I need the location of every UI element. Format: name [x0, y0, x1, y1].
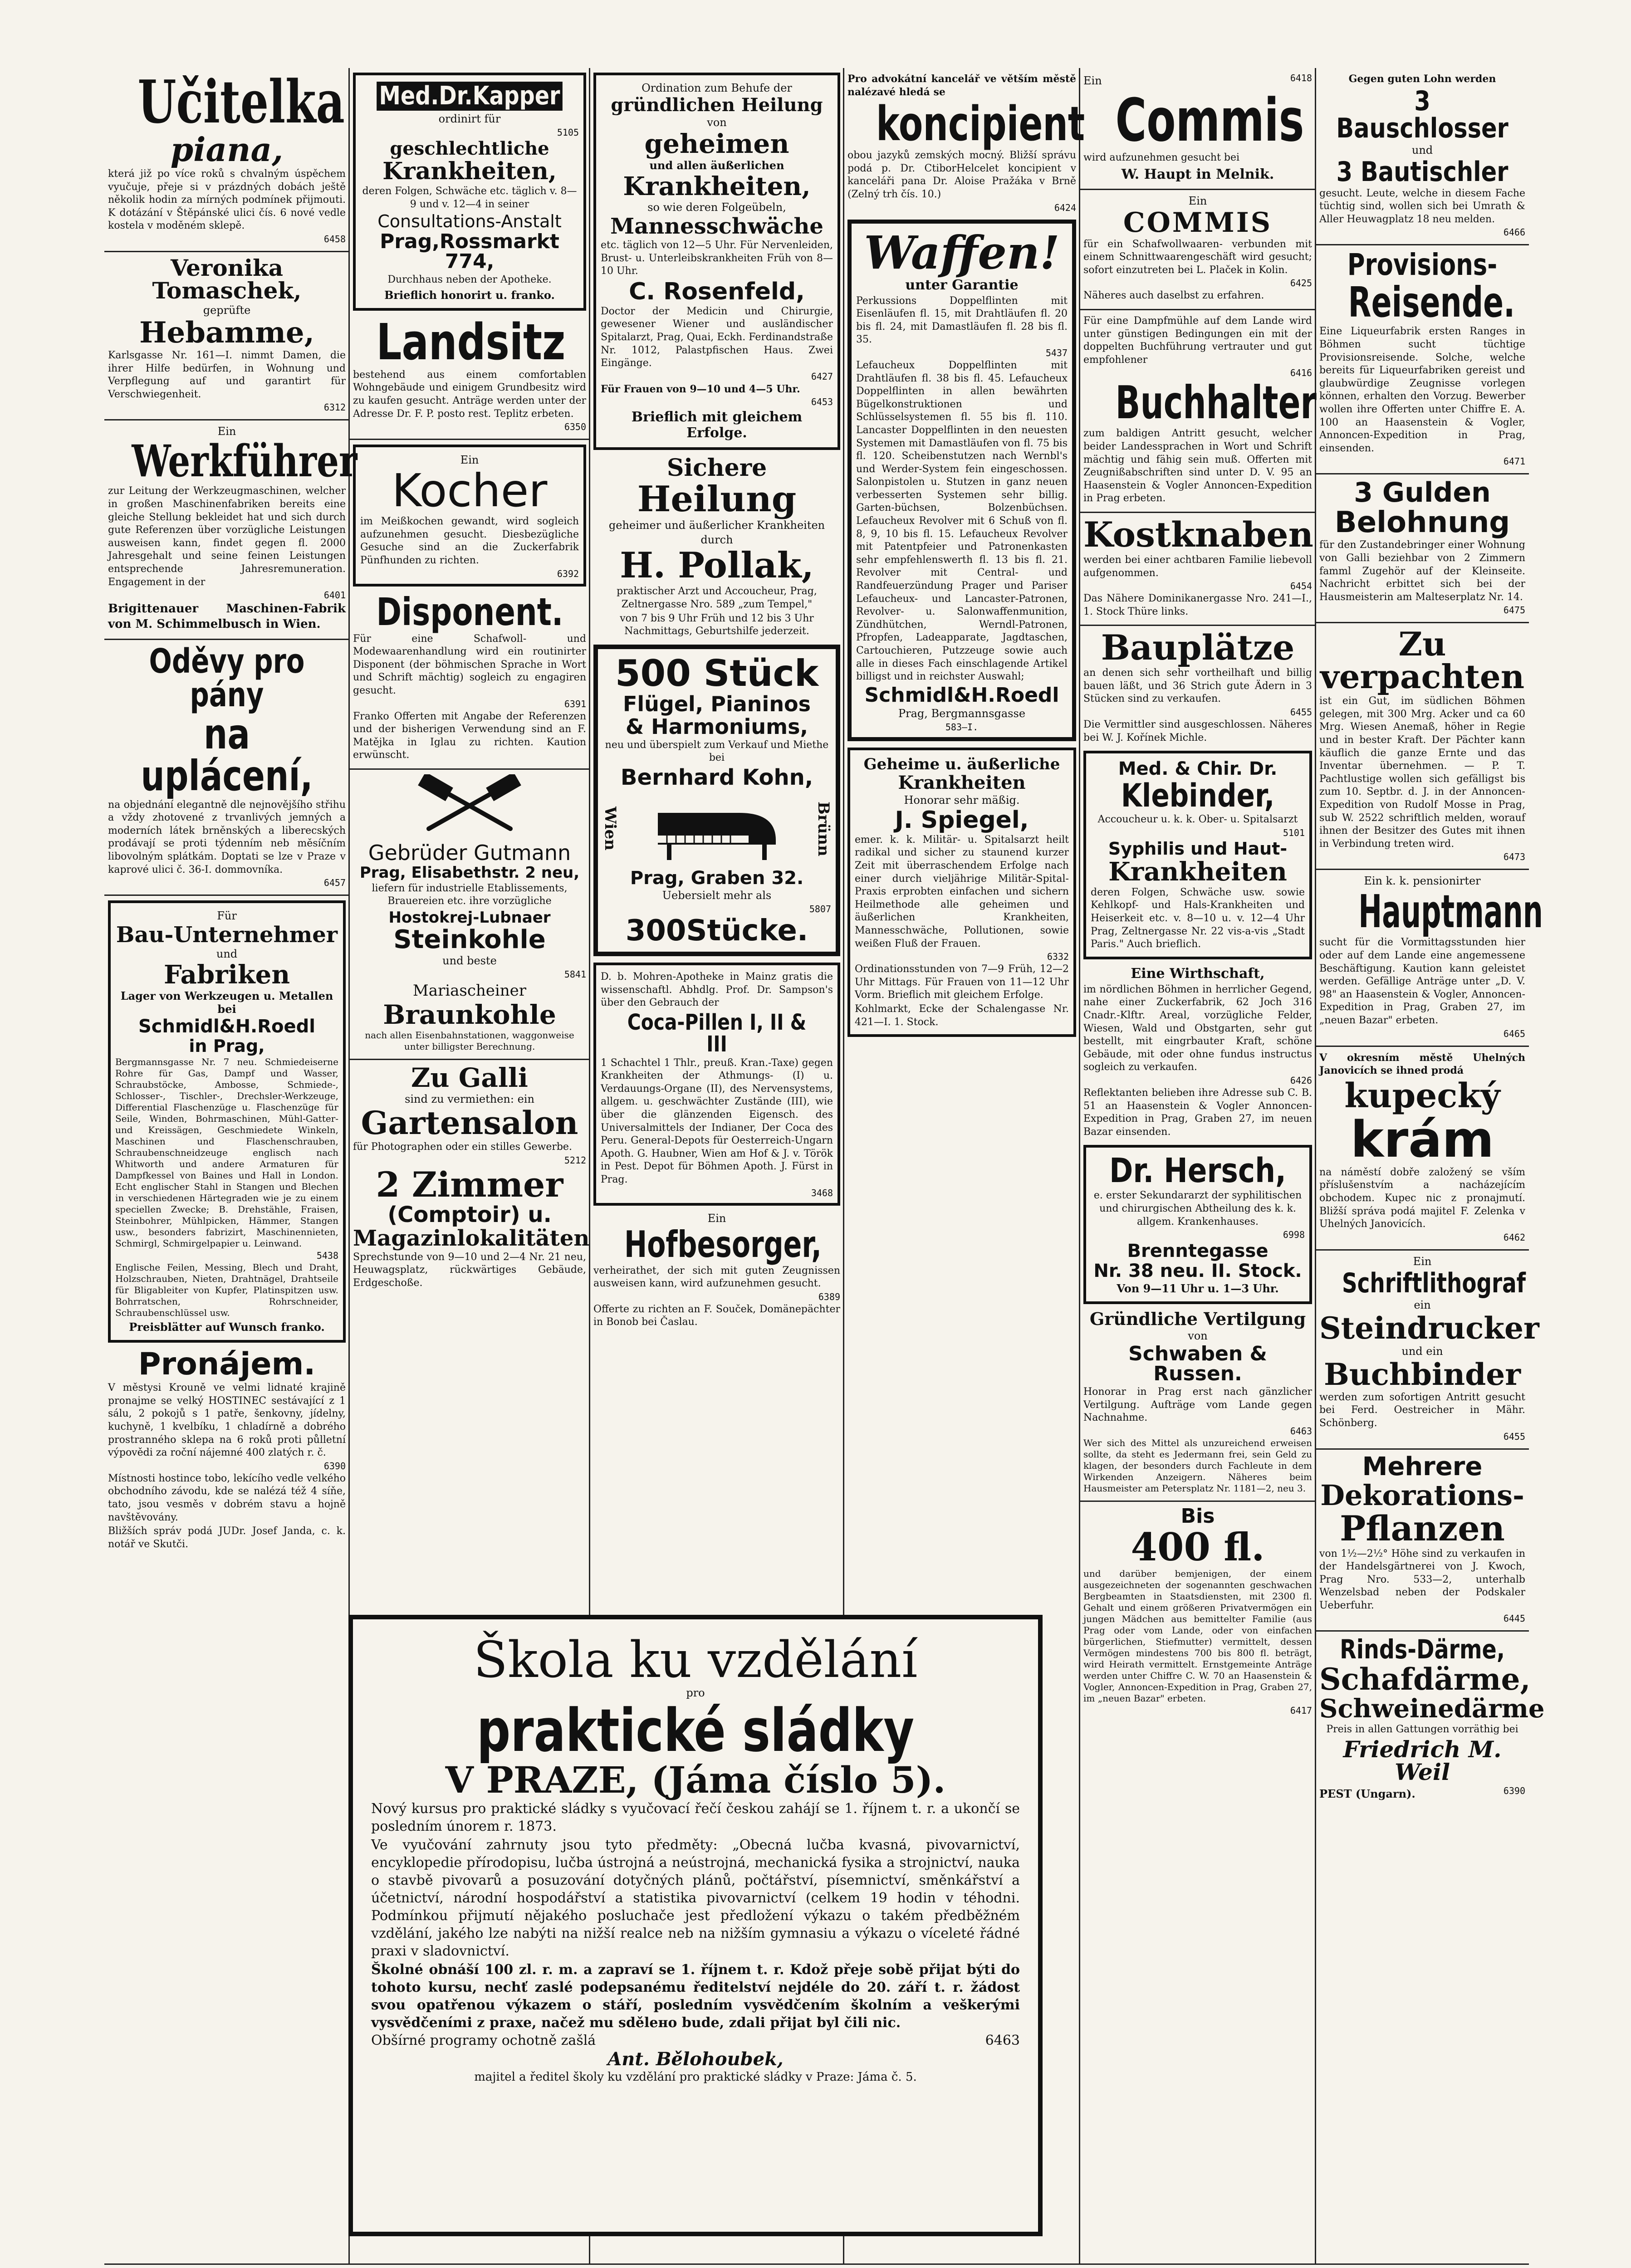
ad-pre: Ein: [1188, 194, 1207, 207]
ad-title: Med.Dr.Kapper: [377, 82, 563, 111]
ad-title-3: H. Pollak,: [620, 545, 814, 587]
ad-title-4: (Comptoir) u.: [387, 1202, 552, 1227]
ad-title-2: Steindrucker: [1319, 1310, 1539, 1346]
ad-title: Buchhalter: [1115, 376, 1317, 430]
ad-firm: Bernhard Kohn,: [620, 764, 813, 790]
ad-title: Sichere: [666, 454, 767, 482]
ad-title: Gründliche Vertilgung: [1089, 1309, 1306, 1330]
ad-line: Ordination zum Behufe der: [642, 82, 792, 94]
imprint-footer: [104, 2263, 1529, 2268]
ad-disponent: [353, 589, 586, 762]
ad-and: und: [216, 948, 238, 961]
ad-title: Provisions-: [1347, 247, 1498, 283]
ad-commis: [1083, 73, 1312, 182]
ad-title-2: Gartensalon: [361, 1104, 578, 1142]
ad-spiegel: [847, 748, 1076, 1037]
ad-title-2: Krankheiten,: [382, 157, 557, 185]
ad-number: 6473: [1503, 851, 1525, 863]
ad-title-2: Heilung: [637, 479, 797, 520]
ad-hersch: [1083, 1145, 1312, 1304]
ad-title-2: na uplácení,: [141, 709, 313, 800]
ad-bauschlosser: [1319, 73, 1525, 238]
ad-text: Eine Liqueurfabrik ersten Ranges in Böhmen sucht tüchtige Provisionsreisende. Solche, welche bereits für Liqueurfabriken gereist und glaubwürdige Zeugnisse vorlegen können, erhalten den Vorzug. Bewerber wollen ihre Offerten unter Chiffre E. A. 100 an Haasenstein & Vogler, Annoncen-Expedition in Prag, einsenden.: [1319, 326, 1525, 454]
ad-number: 6416: [1290, 367, 1312, 379]
ad-text: praktischer Arzt und Accoucheur, Prag, Zeltnergasse Nro. 589 „zum Tempel,": [617, 586, 817, 610]
ad-line: Honorar sehr mäßig.: [904, 793, 1020, 807]
ad-text: na objednání elegantně dle nejnovějšího střihu a vždy zhotovené z trvanlivých jemných a moderních látek brněnských a liberecských prodávají se proti týdenním neb měsíčním libovolným splátkám. Doptati se lze v Praze v kaprové ulici č. 36-I. dommovníka.: [108, 799, 346, 875]
ad-text: emer. k. k. Militär- u. Spitalsarzt heilt radikal und sicher zu staunend kurzer Zeit mit überraschendem Erfolge nach einer durch vieljährige Militär-Spital-Praxis erprobten einfachen und sichern Heilmethode alle geheimen und äußerlichen Krankheiten, Mannesschwäche, Pollutionen, sowie weißen Fluß der Frauen.: [855, 834, 1069, 949]
ad-dekorations: [1319, 1454, 1525, 1624]
ad-title-2: Brenntegasse: [1127, 1241, 1269, 1262]
ad-and: und beste: [442, 954, 497, 968]
school-title-2: praktické sládky: [476, 1696, 915, 1765]
ad-kohn: [593, 645, 840, 956]
ad-firm: Schmidl&H.Roedl: [138, 1016, 316, 1037]
ad-text-2: Doctor der Medicin und Chirurgie, gewesener Wiener und ausländischer Spitalarzt, Prag, Quai, Eckh. Ferdinandstraße Nr. 1012, Palastpfischen Haus. Zwei Eingänge.: [601, 305, 833, 369]
ad-number: 6425: [1290, 278, 1312, 289]
ad-text: etc. täglich von 12—5 Uhr. Für Nervenleiden, Brust- u. Unterleibskrankheiten Früh von 8—10 Uhr.: [601, 240, 833, 277]
ad-title: Schriftlithograf: [1342, 1267, 1526, 1299]
ad-address: Prag, Elisabethstr. 2 neu,: [359, 863, 580, 882]
ad-schmidl-bau: [108, 900, 346, 1343]
ad-title: Bauplätze: [1101, 627, 1295, 668]
ad-kocher: [353, 445, 586, 586]
ad-number: 6401: [323, 590, 346, 601]
ad-text: V městysi Krouně ve velmi lidnaté krajině pronajme se velký HOSTINEC sestávající z 1 sálu, 2 pokojů s 1 patře, šenkovny, jídelny, kuchyně, 1 kvelbíku, 1 chladírně a dobrého prostranného sklepa na 6 roků proti půlletní výpovědi za roční nájemné 400 zlatých r. č.: [108, 1382, 346, 1459]
ad-title-2: 3 Bautischler: [1336, 156, 1509, 188]
ad-title: Disponent.: [376, 589, 563, 634]
ad-text: werden bei einer achtbaren Familie liebevoll aufgenommen.: [1083, 554, 1312, 579]
ad-wirthschaft: [1083, 966, 1312, 1139]
ad-belohnung: [1319, 479, 1525, 616]
ad-text: Karlsgasse Nr. 161—I. nimmt Damen, die ihrer Hilfe bedürfen, in Wohnung und Verpflegung auf und garantirt für Verschwiegenheit.: [108, 349, 346, 400]
ad-text: bestehend aus einem comfortablen Wohngebäude und einigem Grundbesitz wird zu kaufen gesucht. Anträge werden unter der Adresse Dr. F. P. posto rest. Teplitz erbeten.: [353, 369, 586, 420]
ad-number: 5212: [564, 1154, 586, 1166]
ad-text-2: na náměstí dobře založený se vším příslušenstvím a nacházejícím obchodem. Kupec nic z pronajmutí. Bližší správa podá majitel F. Zelenka v Uhelných Janovicích.: [1319, 1166, 1525, 1230]
ad-commis-2: [1083, 195, 1312, 303]
ad-text-2: Von 9—11 Uhr u. 1—3 Uhr.: [1117, 1282, 1279, 1295]
ad-text: im Meißkochen gewandt, wird sogleich aufzunehmen gesucht. Diesbezügliche Gesuche sind an die Zuckerfabrik Pünfhunden zu richten.: [360, 516, 579, 566]
ad-text-2: Wer sich des Mittel als unzureichend erweisen sollte, da steht es Jedermann frei, sein Geld zu klagen, der besonders durch Fachleute in dem Wirkenden Anzeigern. Näheres beim Hausmeister am Petersplatz Nr. 1181—2, neu 3.: [1083, 1437, 1312, 1494]
ad-line: von: [1188, 1330, 1208, 1343]
ad-number: 6475: [1503, 605, 1525, 616]
ad-title-2: geheimen: [644, 128, 789, 159]
ad-title: 500 Stück: [615, 652, 819, 694]
ad-line: Lager von Werkzeugen u. Metallen bei: [120, 989, 333, 1016]
ad-firm: Gebrüder Gutmann: [368, 840, 571, 865]
ad-rosenfeld: [593, 73, 840, 450]
ad-kram: [1319, 1051, 1525, 1243]
ad-title-2: Schafdärme,: [1319, 1662, 1531, 1697]
ad-text: neu und überspielt zum Verkauf und Miethe bei: [605, 739, 829, 764]
ad-text-2: zum baldigen Antritt gesucht, welcher beider Landessprachen in Wort und Schrift mächtig und fähig sein muß. Offerten mit Zeugnißabschriften sind unter D. V. 95 an Haasenstein & Vogler Annoncen-Expedition in Prag erbeten.: [1083, 428, 1312, 504]
ad-and: und: [1411, 143, 1433, 156]
ad-number: 5437: [1045, 347, 1068, 358]
ad-bis-400: [1083, 1506, 1312, 1716]
school-body-3: Obšírné programy ochotně zašlá: [371, 2033, 596, 2048]
ad-text: e. erster Sekundararzt der syphilitischen und chirurgischen Abtheilung des k. k. allgem. Krankenhauses.: [1093, 1190, 1302, 1227]
ad-text-2: Englische Feilen, Messing, Blech und Draht, Holzschrauben, Nieten, Drahtnägel, Drahtseile für Bligableiter von Kupfer, Platinspitzen usw. Bohrratschen, Rohrschneider, Schraubenschlüssel usw.: [115, 1262, 338, 1319]
ad-title-3: Pflanzen: [1340, 1508, 1505, 1549]
school-signer: Ant. Bělohoubek,: [607, 2048, 784, 2070]
ad-product: Hostokrej-Lubnaer: [388, 909, 551, 927]
ad-title: gründlichen Heilung: [611, 94, 823, 116]
ad-text: Bergmannsgasse Nr. 7 neu. Schmiedeiserne Rohre für Gas, Dampf und Wasser, Schraubstöcke, Ambosse, Schmiede-, Schlosser-, Tischler-, Drechsler-Werkzeuge, Differential Flaschenzüge u. Flaschenzüge für Seile, Winden, Bohrmaschinen, Mühl-Gatter- und Kreissägen, Geschmiedete Winkeln, Maschinen und Flaschenschrauben, Schraubenschneidzeuge englisch nach Whitworth und andere Armaturen für Dampfkessel von Baines und Hall in London. Echt englischer Stahl in Stangen und Blechen in verschiedenen Härtegraden wie je zu einem speciellen Zwecke; B. Drehstähle, Fraisen, Steinbohrer, Mühlpicken, Hämmer, Stangen usw., besonders fabrizirt, Maschinennieten, Schmirgl, Schmirgelpapier u. Leinwand.: [115, 1056, 338, 1249]
ad-line-3: und allen äußerlichen: [649, 159, 784, 172]
ad-address: Prag, Graben 32.: [630, 867, 804, 889]
ad-weil: [1319, 1634, 1545, 1802]
ad-title-2: 400 fl.: [1131, 1524, 1265, 1569]
ad-text-2: Offerte zu richten an F. Souček, Domänepächter in Bonob bei Časlau.: [593, 1303, 840, 1328]
school-body: Ve vyučování zahrnuty jsou tyto předměty: „Obecná lučba kvasná, pivovarnictví, encyklopedie přírodopisu, lučba ústrojná a neústrojná, mechanická fysika a strojnictví, nauka o stavbě pivovarů a posuzování dotyčných plánů, počtářství, písemnictví, směnkářství a účetnictví, národní hospodářství a statistika pivovarnictví (celkem 19 hodin v téhodni. Podmínkou přijmutí nějakého posluchače jest předložení výkazu o takém předběžném vzdělání, jakého lze nabýti na nižší realce neb na nižším gymnasiu a výkazu o víceleté řádné praxi v sladovnictví.: [371, 1837, 1020, 1959]
ad-line: unter Garantie: [905, 277, 1019, 293]
ad-text: Für eine Schafwoll- und Modewaarenhandlung wird ein routinirter Disponent (der böhmischen Sprache in Wort und Schrift mächtig) sogleich zu engagiren gesucht.: [353, 633, 586, 696]
ad-galli: [353, 1062, 590, 1290]
ad-pre: Ein: [1083, 74, 1102, 87]
column-4: [844, 68, 1085, 1043]
ad-text: im nördlichen Böhmen in herrlicher Gegend, nahe einer Zuckerfabrik, 62 Joch 316 Cnadr.-Klftr. Areal, vorzügliche Felder, Wiesen, Wald und Obstgarten, sehr gut bestellt, mit eingrbauter Kraft, schöne Gebäude, mit oder ohne fundus instructus sogleich zu verkaufen.: [1083, 983, 1312, 1073]
ad-line: Flügel, Pianinos: [622, 691, 811, 716]
ad-institute: Consultations-Anstalt: [377, 211, 562, 232]
ad-title: 3 Gulden: [1354, 477, 1491, 509]
ad-text-2: Lefaucheux Doppelflinten mit Drahtläufen fl. 38 bis fl. 45. Lefaucheux Doppelflinten in allen bewährten Bügelkonstruktionen und Schlüsselsystemen fl. 55 bis fl. 110. Lancaster Doppelflinten in den neuesten Systemen mit Damastläufen von fl. 75 bis fl. 120. Scheibenstutzen nach Wernbl's und Werder-System fein eingeschossen. Salonpistolen u. Stutzen in ganz neuen verbesserten Systemen sehr billig. Garten-büchsen, Bolzenbüchsen. Lefaucheux Revolver mit 6 Schuß von fl. 8, 9, 10 bis fl. 15. Lefaucheux Revolver mit Patentpfeier und Patronenkasten sehr empfehlenswerth fl. 13 bis fl. 21. Revolver mit Central- und Randfeuerzündung Prager und Pariser Lefaucheux- und Lancaster-Patronen, Revolver- u. Salonwaffenmunition, Zündhütchen, Werndl-Patronen, Pfropfen, Ladeapparate, Jagdtaschen, Cartouchieren, Putzzeuge sowie auch alle in dieses Fach einschlagende Artikel billigst und in reichster Auswahl;: [856, 359, 1068, 683]
ad-pre: Ein: [707, 1212, 726, 1225]
ad-and-2: und ein: [1401, 1344, 1443, 1358]
ad-number: 6389: [818, 1291, 840, 1302]
ad-lithograf: [1319, 1255, 1539, 1442]
ad-title: Landsitz: [376, 313, 566, 371]
crossed-hammers-icon: [411, 774, 529, 838]
ad-text: gesucht. Leute, welche in diesem Fache tüchtig sind, wollen sich bei Umrath & Aller Heuwagplatz 18 neu melden.: [1319, 187, 1525, 225]
ad-line-2: durch: [700, 533, 733, 547]
ad-text: und darüber bemjenigen, der einem ausgezeichneten der sogenannten geschwachen Bergbeamten in Staatsdiensten, mit 2300 fl. Gehalt und einem größeren Privatvermögen ein jungen Mädchen aus bemittelter Familie (aus Prag oder vom Lande, oder von einfachen bürgerlichen, Stiefmutter) vermittelt, dessen Vermögen mindestens 700 bis 800 fl. beträgt, wird Heirath vermittelt. Ernstgemeinte Anträge werden unter Chiffre C. W. 70 an Haasenstein & Vogler, Annoncen-Expedition in Prag, Graben 27, im „neuen Bazar" erbeten.: [1083, 1568, 1312, 1704]
ad-text: Perkussions Doppelflinten mit Eisenläufen fl. 15, mit Drahtläufen fl. 20 bis fl. 24, mit Damastläufen fl. 28 bis fl. 35.: [856, 295, 1068, 346]
ad-tail: Preisblätter auf Wunsch franko.: [129, 1320, 325, 1334]
ad-text-2: deren Folgen, Schwäche usw. sowie Kehlkopf- und Hals-Krankheiten und Heiserkeit etc. v. 8—10 u. v. 12—4 Uhr Prag, Zeltnergasse Nr. 22 vis-a-vis „Stadt Paris." Auch brieflich.: [1091, 886, 1305, 950]
ad-city: PEST (Ungarn).: [1319, 1787, 1415, 1801]
column-2: [349, 68, 590, 1296]
ad-tail: Brieflich mit gleichem Erfolge.: [631, 409, 803, 441]
ad-number: 5438: [316, 1250, 338, 1261]
ad-title-2: Reisende.: [1348, 278, 1515, 327]
ad-ucitelka: [108, 67, 346, 244]
ad-number: 3468: [811, 1187, 833, 1198]
ad-kapper: [353, 73, 586, 311]
ad-title-3: Nr. 38 neu. II. Stock.: [1093, 1261, 1302, 1282]
ad-landsitz: [353, 313, 586, 433]
ad-title-3: 2 Zimmer: [376, 1164, 563, 1205]
ad-text: Für eine Dampfmühle auf dem Lande wird unter günstigen Bedingungen ein mit der doppelten Buchführung vertrauter und gut empfohlener: [1083, 315, 1312, 366]
ad-subtitle: Hebamme,: [139, 315, 314, 350]
ad-title: Veronika Tomaschek,: [152, 254, 302, 304]
ad-number: 6426: [1290, 1075, 1312, 1086]
column-1: [104, 67, 358, 1557]
ad-pre: Ein: [1413, 1255, 1432, 1268]
school-signer-role: majitel a ředitel školy ku vzdělání pro praktické sládky v Praze: Jáma č. 5.: [474, 2070, 917, 2084]
ad-line-2: & Harmoniums,: [626, 714, 808, 739]
ad-line: Mariascheiner: [412, 982, 527, 1000]
ad-pre: Ein k. k. pensionirter: [1364, 875, 1481, 888]
ad-number: 6466: [1503, 227, 1525, 238]
ad-title-2: krám: [1350, 1110, 1494, 1168]
ad-city-left: Wien: [601, 807, 619, 851]
ad-number: 6471: [1503, 456, 1525, 467]
ad-title: Geheime u. äußerliche: [863, 755, 1060, 773]
ad-text-2: Durchhaus neben der Apotheke.: [387, 274, 552, 286]
school-pro: pro: [686, 1686, 705, 1699]
ad-hauptmann: [1319, 875, 1543, 1039]
ad-verpachten: [1319, 625, 1525, 863]
ad-schwaben: [1083, 1310, 1312, 1494]
ad-text-2: Ordinationsstunden von 7—9 Früh, 12—2 Uhr Mittags. Für Frauen von 11—12 Uhr Vorm. Brieflich mit gleichem Erfolge.: [855, 963, 1069, 1001]
piano-icon: [649, 795, 785, 863]
ad-coca-pillen: [593, 963, 840, 1206]
ad-number: 6465: [1503, 1028, 1525, 1039]
ad-text: zur Leitung der Werkzeugmaschinen, welcher in großen Maschinenfabriken bereits eine gleiche Stellung bekleidet hat und sich durch gute Referenzen über vorzügliche Leistungen ausweisen kann, findet gegen fl. 2000 Jahresgehalt und seine feinen Leistungen entsprechende Jahresremuneration. Engagement in der: [108, 485, 346, 588]
ad-hebamme: [108, 254, 346, 413]
ad-address: Prag,Rossmarkt 774,: [380, 230, 559, 274]
ad-title: COMMIS: [1123, 206, 1273, 239]
ad-address: Prag, Bergmannsgasse: [898, 707, 1026, 720]
ad-text: von 1½—2½° Höhe sind zu verkaufen in der Handelsgärtnerei von J. Kwoch, Prag Nro. 533—2, unterhalb Wenzelsbad neben der Podskaler Ueberfuhr.: [1319, 1548, 1525, 1611]
ad-klebinder: [1083, 751, 1312, 959]
ad-text-2: Die Vermittler sind ausgeschlossen. Näheres bei W. J. Kořínek Michle.: [1083, 719, 1312, 743]
ad-text-2: Místnosti hostince tobo, lekícího vedle velkého obchodního závodu, kde se nalézá též 4 síňe, tato, jsou vesměs v dobrém stavu a hojně navštěvovány.: [108, 1472, 346, 1523]
ad-title: Kostknaben: [1083, 514, 1313, 555]
ad-number-2: 583—I.: [945, 721, 979, 733]
ad-number: 6332: [1047, 951, 1069, 963]
ad-line-2: geschlechtliche: [390, 138, 549, 159]
ad-firm: W. Haupt in Melnik.: [1121, 166, 1274, 182]
column-5: [1080, 68, 1316, 1722]
ad-pre: Ein: [460, 454, 479, 467]
ad-text: an denen sich sehr vortheilhaft und billig bauen läßt, und 36 Strich gute Ädern in 3 Stücken sind zu verkaufen.: [1083, 667, 1312, 705]
ad-text-3: Bližších správ podá JUDr. Josef Janda, c. k. notář ve Skutči.: [108, 1525, 346, 1550]
ad-number: 6350: [564, 421, 586, 433]
ad-title: Oděvy pro pány: [149, 641, 305, 714]
ad-gutmann: [353, 774, 586, 1052]
ad-kostknaben: [1083, 514, 1313, 618]
ad-text: D. b. Mohren-Apotheke in Mainz gratis die wissenschaftl. Abhdlg. Prof. Dr. Sampson's über den Gebrauch der: [601, 971, 833, 1009]
ad-title-2: Krankheiten: [898, 772, 1026, 793]
ad-title-4: Mannesschwäche: [610, 214, 823, 239]
ad-title-2: Braunkohle: [383, 999, 556, 1031]
school-title: Škola ku vzdělání: [473, 1631, 918, 1689]
ad-title: koncipient: [876, 96, 1085, 152]
ad-number: 6312: [323, 402, 346, 413]
ad-line: Pro advokátní kancelář ve větším městě nalézavé hledá se: [847, 73, 1076, 98]
ad-title: Rinds-Därme,: [1340, 1634, 1505, 1665]
ad-title: Kocher: [392, 464, 548, 518]
ad-title: kupecký: [1344, 1076, 1500, 1115]
ad-number: 6417: [1290, 1705, 1312, 1716]
ad-title: Bau-Unternehmer: [116, 922, 338, 948]
ad-number: 6998: [1283, 1229, 1305, 1241]
ad-title: Hauptmann: [1358, 885, 1543, 938]
ad-firm: Brigittenauer Maschinen-Fabrik von M. Schimmelbusch in Wien.: [108, 602, 346, 631]
ad-number: 6455: [1290, 707, 1312, 718]
ad-text: Honorar in Prag erst nach gänzlicher Vertilgung. Aufträge vom Lande gegen Nachnahme.: [1083, 1386, 1312, 1424]
ad-bauplatze: [1083, 627, 1312, 744]
ad-number: 6390: [1503, 1785, 1525, 1797]
ad-line-4: so wie deren Folgeübeln,: [647, 201, 786, 214]
ad-title: Bis: [1180, 1504, 1215, 1528]
ad-number: 5841: [564, 969, 586, 980]
ad-number: 6463: [1290, 1425, 1312, 1437]
ad-text: für ein Schafwollwaaren- verbunden mit einem Schnittwaarengeschäft wird gesucht; sofort einzutreten bei L. Plaček in Kolin.: [1083, 238, 1312, 276]
ad-city-right: Brünn: [814, 801, 833, 856]
ad-number: 6418: [1290, 73, 1312, 83]
ad-tail: nach allen Eisenbahnstationen, waggonweise unter billigster Berechnung.: [365, 1030, 574, 1052]
ad-title-2: Schwaben & Russen.: [1128, 1342, 1267, 1386]
ad-title: Werkführer: [132, 435, 358, 487]
ad-number: 6462: [1503, 1232, 1525, 1243]
ad-odevy: [108, 641, 346, 889]
ad-number: 6424: [1054, 202, 1076, 213]
ad-title-3: Schweinedärme: [1319, 1694, 1545, 1724]
ad-title: Mehrere: [1362, 1452, 1483, 1481]
ad-title-2: Dekorations-: [1320, 1478, 1524, 1512]
column-3: [590, 68, 844, 1335]
ad-title-2: 300Stücke.: [625, 914, 808, 948]
ad-number: 6457: [323, 877, 346, 889]
ad-text-2: von 7 bis 9 Uhr Früh und 12 bis 3 Uhr Nachmittags, Geburtshilfe jederzeit.: [620, 612, 814, 637]
ad-text-2: Franko Offerten mit Angabe der Referenzen und der bisherigen Verwendung sind an F. Matějka in Iglau zu richten. Kaution erwünscht.: [353, 710, 586, 761]
ad-pronajem: [108, 1346, 346, 1551]
column-6: [1316, 68, 1545, 1809]
ad-pre: Ein: [217, 425, 236, 438]
ad-text: Preis in allen Gattungen vorräthig bei: [1326, 1724, 1518, 1735]
ad-title: Zu verpachten: [1320, 625, 1525, 696]
ad-text: deren Folgen, Schwäche etc. täglich v. 8—9 und v. 12—4 in seiner: [362, 186, 577, 210]
ad-number-2: 6453: [811, 396, 833, 408]
ad-line-2: von: [707, 116, 727, 129]
ad-hofbesorger: [593, 1212, 840, 1329]
ad-title: Commis: [1115, 86, 1304, 155]
ad-line: ordinirt für: [438, 112, 501, 125]
ad-subtitle: piana,: [170, 130, 284, 169]
ad-number: 6427: [811, 371, 833, 382]
ad-text: verheirathet, der sich mit guten Zeugnissen ausweisen kann, wird aufzunehmen gesucht.: [593, 1265, 840, 1290]
ad-number: 6454: [1290, 581, 1312, 592]
ad-title-5: C. Rosenfeld,: [629, 278, 805, 305]
ad-text-2: Näheres auch daselbst zu erfahren.: [1083, 290, 1264, 302]
ad-title: Zu Galli: [411, 1062, 528, 1094]
ad-text: ist ein Gut, im südlichen Böhmen gelegen, mit 300 Mrg. Acker und ca 60 Mrg. Wiesen Anemaß, höher in Regie und in bester Kraft. Der Pächter kann käuflich die ganze Ernte und das Inventar übernehmen. — P. T. Pachtlustige wollen sich gefälligst bis zum 10. Septbr. d. J. in der Annoncen-Expedition von Rudolf Mosse in Prag, sub W. 2522 schriftlich melden, worauf ihnen der Besitzer des Gutes mit ihnen in Verbindung treten wird.: [1319, 695, 1525, 850]
ad-number: 6390: [323, 1460, 346, 1471]
ad-pollak: [593, 456, 840, 638]
ad-title-2: Klebinder,: [1121, 777, 1275, 815]
ad-text: která již po více roků s chvalným úspěchem vyučuje, přeje si v prázdných dobách ještě několik hodin za mírných podmínek přijmouti. K dotázání v Štěpánské ulici čís. 6 nové vedle kostela v moděném sklepě.: [108, 168, 346, 232]
ad-title-5: Magazinlokalitäten: [353, 1225, 590, 1251]
ad-title: Waffen!: [864, 225, 1060, 279]
ad-title-2: Fabriken: [163, 960, 290, 990]
ad-number: 5101: [1283, 827, 1305, 838]
ad-text-3: Für Frauen von 9—10 und 4—5 Uhr.: [601, 383, 800, 395]
school-number: 6463: [985, 2033, 1020, 2048]
ad-werkfuhrer: [108, 425, 358, 632]
ad-and: ein: [1414, 1298, 1431, 1311]
ad-title-4: Krankheiten: [1108, 856, 1287, 887]
ad-text: für den Zustandebringer einer Wohnung von Galli beziehbar von 2 Zimmern famml Zugehör auf der Kleinseite. Nachricht erbittet sich bei der Hausmeisterin am Malteserplatz Nr. 14.: [1319, 539, 1525, 603]
ad-number: 6458: [323, 233, 346, 244]
ad-title: Dr. Hersch,: [1109, 1151, 1286, 1191]
ad-provisions: [1319, 247, 1525, 467]
ad-text: für Photographen oder ein stilles Gewerbe.: [353, 1141, 572, 1153]
ad-number: 6455: [1503, 1431, 1525, 1442]
school-body-2: Školné obnáší 100 zl. r. m. a zapraví se 1. říjnem t. r. Kdož přeje sobě přijat býti do tohoto kursu, nechť zaslé podepsanému ředitelství nejdéle do 20. září t. r. žádost svou opatřenou výkazem o stáří, posledním vysvědčením školním a veškerými vysvědčeními z praxe, načež mu sdělено bude, zdali přijat byl čili nic.: [371, 1962, 1020, 2031]
ad-title: Steinkohle: [393, 925, 546, 955]
ad-title: Pronájem.: [138, 1346, 316, 1383]
ad-text: wird aufzunehmen gesucht bei: [1083, 152, 1240, 163]
ad-title: Hofbesorger,: [624, 1223, 822, 1266]
ad-buchhalter: [1083, 315, 1317, 505]
ad-number: 6391: [564, 698, 586, 709]
ad-title-3: J. Spiegel,: [895, 806, 1029, 834]
ad-number: 5105: [557, 127, 579, 138]
ad-title: 3 Bauschlosser: [1336, 85, 1509, 144]
ad-text-2: Sprechstunde von 9—10 und 2—4 Nr. 21 neu, Heuwagsplatz, rückwärtiges Gebäude, Erdgeschoße.: [353, 1251, 586, 1289]
ad-text: liefern für industrielle Etablissements, Brauereien etc. ihre vorzügliche: [372, 882, 568, 907]
school-intro: Nový kursus pro praktické sládky s vyučovací řečí českou zahájí se 1. říjnem t. r. a ukončí se posledním únorem r. 1873.: [371, 1801, 1020, 1834]
ad-number: 6392: [557, 568, 579, 579]
ad-city: in Prag,: [189, 1036, 265, 1056]
ad-title: Med. & Chir. Dr.: [1118, 758, 1278, 780]
ad-title-3: Krankheiten,: [623, 171, 811, 201]
ad-title: Coca-Pillen I, II & III: [627, 1009, 807, 1057]
ad-title: Učitelka: [137, 67, 345, 137]
ad-firm: Schmidl&H.Roedl: [864, 683, 1059, 707]
ad-tail: Brieflich honorirt u. franko.: [384, 288, 555, 302]
ad-pre: Für: [217, 909, 237, 923]
ad-text-2: Das Nähere Dominikanergasse Nro. 241—I., 1. Stock Thüre links.: [1083, 593, 1312, 617]
ad-title-3: Buchbinder: [1323, 1356, 1521, 1392]
ad-koncipient: [847, 73, 1085, 213]
ad-title: Eine Wirthschaft,: [1131, 965, 1265, 982]
ad-text: V okresním městě Uhelných Janovicích se ihned prodá: [1319, 1051, 1525, 1077]
ad-title-2: Belohnung: [1334, 506, 1510, 540]
ad-number: 6445: [1503, 1613, 1525, 1624]
ad-text: sucht für die Vormittagsstunden hier oder auf dem Lande eine angemessene Beschäftigung. Kaution kann geleistet werden. Gefällige Anträge unter „D. V. 98" an Haasenstein & Vogler, Annoncen-Expedition in Prag, Graben 27, im „neuen Bazar" erbeten.: [1319, 937, 1525, 1026]
ad-text: obou jazyků zemských mocný. Bližší správu podá p. Dr. CtiborHelcelet koncipient v kanceláři pana Dr. Aloise Pražáka v Brně (Zelný trh čís. 10.): [847, 150, 1076, 200]
ad-text: werden zum sofortigen Antritt gesucht bei Ferd. Oestreicher in Mähr. Schönberg.: [1319, 1391, 1525, 1429]
ad-title-3: Syphilis und Haut-: [1108, 838, 1288, 859]
school-title-3: V PRAZE, (Jáma číslo 5).: [445, 1759, 946, 1801]
ad-skola-sladky: [348, 1615, 1043, 2236]
ad-text-2: 1 Schachtel 1 Thlr., preuß. Kran.-Taxe) gegen Krankheiten der Athmungs- (I) u. Verdauungs-Organe (II), des Nervensystems, allgem. u. geschwächter Zustände (III), wie über die glänzenden Eigensch. des Universalmittels der Indianer, Der Coca des Peru. General-Depots für Oesterreich-Ungarn Apoth. G. Haubner, Wien am Hof & J. v. Török in Pest. Depot für Böhmen Apoth. J. Fürst in Prag.: [601, 1057, 833, 1186]
ad-number: 5807: [809, 903, 831, 914]
ad-text: Accoucheur u. k. k. Ober- u. Spitalsarzt: [1097, 814, 1298, 826]
ad-text-2: Reflektanten belieben ihre Adresse sub C. B. 51 an Haasenstein & Vogler Annoncen-Expedition in Prag, Graben 27, im neuen Bazar einsenden.: [1083, 1087, 1312, 1138]
ad-line: geheimer und äußerlicher Krankheiten: [608, 519, 825, 532]
ad-line: geprüfte: [203, 303, 251, 317]
ad-text-3: Kohlmarkt, Ecke der Schalengasse Nr. 421—I. 1. Stock.: [855, 1003, 1069, 1028]
ad-line: sind zu vermiethen: ein: [405, 1093, 534, 1106]
ad-firm: Friedrich M. Weil: [1343, 1736, 1502, 1786]
ad-text-2: Uebersielt mehr als: [662, 889, 772, 902]
ad-waffen: [847, 220, 1076, 741]
ad-line: Gegen guten Lohn werden: [1348, 73, 1496, 85]
